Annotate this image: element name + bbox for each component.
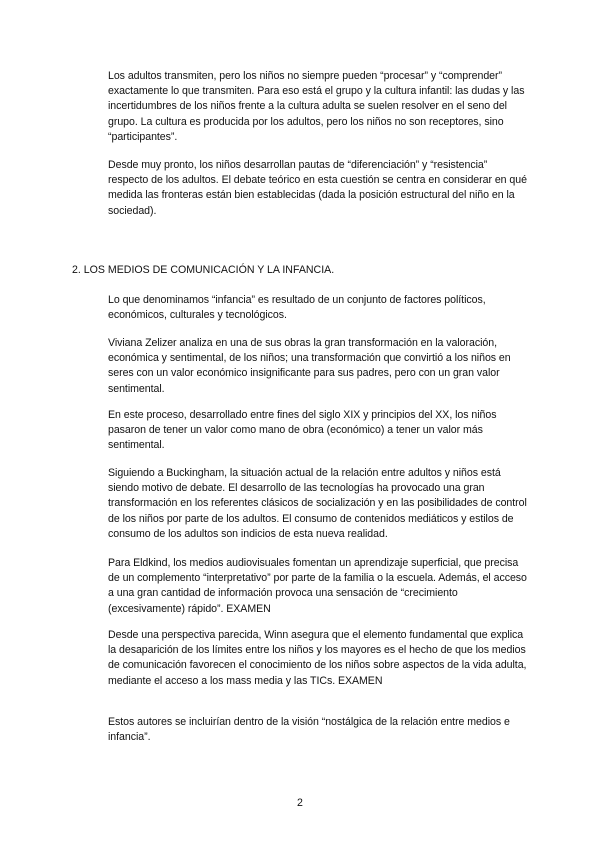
paragraph-buckingham: Siguiendo a Buckingham, la situación actual de la relación entre adultos y niños está siendo motivo de debate. El desarrollo de las tecnologías ha provocado una gran transformación en los referentes clásicos de socialización y en las posibilidades de control de los niños por parte de los adultos. El consumo de contenidos mediáticos y estilos de consumo de los adultos son indicios de esta nueva realidad. [108,467,527,540]
page-number: 2 [297,797,303,809]
section-heading: 2. LOS MEDIOS DE COMUNICACIÓN Y LA INFANCIA. [72,264,335,276]
paragraph-differentiation-resistance: Desde muy pronto, los niños desarrollan pautas de “diferenciación” y “resistencia” respecto de los adultos. El debate teórico en esta cuestión se centra en considerar en qué medida las fronteras están bien establecidas (dada la posición estructural del niño en la sociedad). [108,159,527,217]
paragraph-infancy-definition: Lo que denominamos “infancia” es resultado de un conjunto de factores políticos, económicos, culturales y tecnológicos. [108,294,486,322]
paragraph-winn: Desde una perspectiva parecida, Winn asegura que el elemento fundamental que explica la desaparición de los límites entre los niños y los mayores es el hecho de que los medios de comunicación favorecen el conocimiento de los niños sobre aspectos de la vida adulta, mediante el acceso a los mass media y las TICs. EXAMEN [108,629,527,687]
paragraph-nostalgic-view: Estos autores se incluirían dentro de la visión “nostálgica de la relación entre medios e infancia”. [108,716,510,744]
paragraph-century-process: En este proceso, desarrollado entre fines del siglo XIX y principios del XX, los niños pasaron de tener un valor como mano de obra (económico) a tener un valor más sentimental. [108,409,497,452]
paragraph-eldkind: Para Eldkind, los medios audiovisuales fomentan un aprendizaje superficial, que precisa de un complemento “interpretativo” por parte de la familia o la escuela. Además, el acceso a una gran cantidad de información provoca una sensación de “crecimiento (excesivamente) rápido”. EXAMEN [108,557,527,615]
paragraph-adult-transmission: Los adultos transmiten, pero los niños no siempre pueden “procesar” y “comprender” exactamente lo que transmiten. Para eso está el grupo y la cultura infantil: las dudas y las incertidumbres de los niños frente a la cultura adulta se suelen resolver en el seno del grupo. La cultura es producida por los adultos, pero los niños no son receptores, sino “participantes”. [108,70,525,143]
paragraph-zelizer: Viviana Zelizer analiza en una de sus obras la gran transformación en la valoración, económica y sentimental, de los niños; una transformación que convirtió a los niños en seres con un valor económico insignificante para sus padres, pero con un gran valor sentimental. [108,337,511,395]
